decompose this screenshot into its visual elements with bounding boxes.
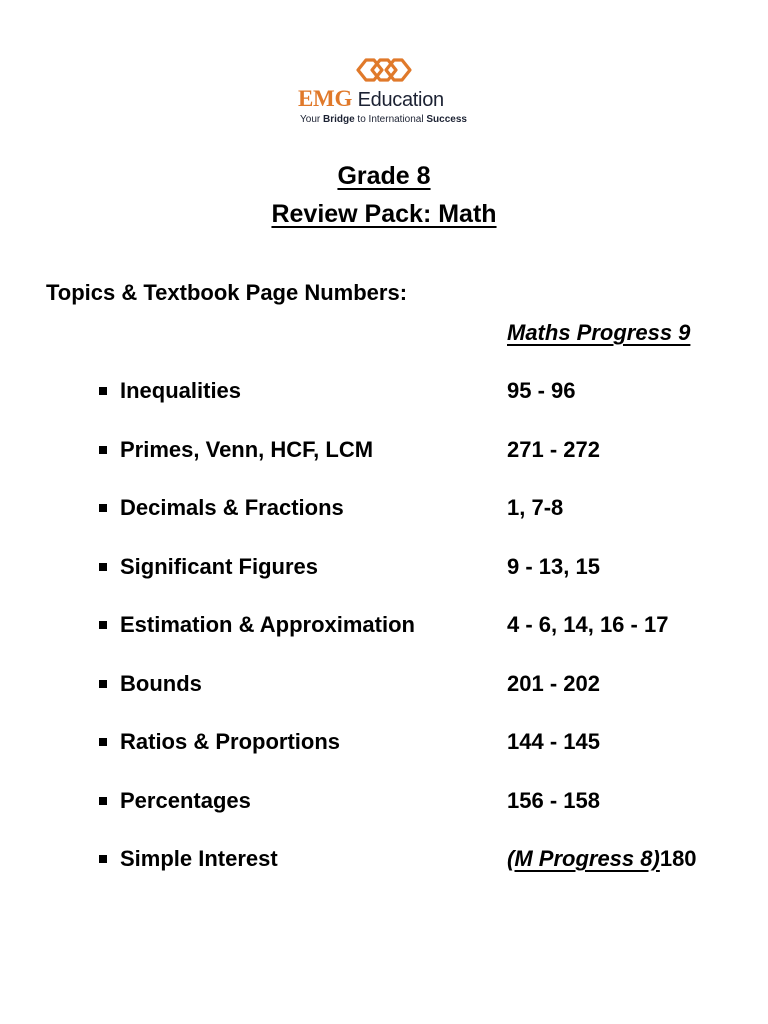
square-bullet-icon bbox=[99, 855, 107, 863]
topic-name: Significant Figures bbox=[120, 553, 319, 579]
square-bullet-icon bbox=[99, 504, 107, 512]
emg-logo bbox=[0, 56, 768, 128]
square-bullet-icon bbox=[99, 797, 107, 805]
topic-pages bbox=[507, 612, 668, 638]
topic-pages bbox=[507, 846, 697, 872]
list-item bbox=[0, 437, 768, 496]
list-item bbox=[0, 788, 768, 847]
list-item bbox=[0, 671, 768, 730]
topic-page-numbers: 1, 7-8 bbox=[507, 495, 564, 520]
topic-page-numbers: 95 - 96 bbox=[507, 378, 576, 403]
square-bullet-icon bbox=[99, 738, 107, 746]
topic-pages bbox=[507, 554, 600, 580]
list-item bbox=[0, 846, 768, 905]
topic-pages bbox=[507, 437, 600, 463]
topic-pages bbox=[507, 729, 600, 755]
topic-pages bbox=[507, 378, 576, 404]
chain-links-icon bbox=[354, 56, 414, 84]
list-item bbox=[0, 612, 768, 671]
title-pack-text: Review Pack: Math bbox=[271, 200, 497, 228]
topic-page-numbers: 180 bbox=[659, 846, 697, 871]
tagline-part: to International bbox=[354, 114, 427, 125]
tagline-bold: Bridge bbox=[322, 114, 355, 125]
topic-page-numbers: 4 - 6, 14, 16 - 17 bbox=[507, 612, 669, 637]
logo-brand: EMG bbox=[298, 86, 353, 111]
square-bullet-icon bbox=[99, 563, 107, 571]
topic-name: Inequalities bbox=[120, 378, 242, 403]
tagline-part: Your bbox=[300, 114, 323, 125]
list-item bbox=[0, 554, 768, 613]
title-grade-text: Grade 8 bbox=[337, 162, 431, 190]
title-pack bbox=[0, 200, 768, 229]
topic-pages bbox=[507, 671, 600, 697]
topic-page-numbers: 201 - 202 bbox=[507, 670, 600, 696]
list-item bbox=[0, 378, 768, 437]
source-heading: Maths Progress 9 bbox=[507, 320, 691, 345]
topic-pages bbox=[507, 495, 563, 521]
section-heading: Topics & Textbook Page Numbers: bbox=[46, 280, 408, 305]
square-bullet-icon bbox=[99, 446, 107, 454]
topic-name: Estimation & Approximation bbox=[120, 612, 415, 637]
topic-page-numbers: 144 - 145 bbox=[507, 729, 600, 754]
list-item bbox=[0, 729, 768, 788]
square-bullet-icon bbox=[99, 680, 107, 688]
topic-page-numbers: 271 - 272 bbox=[507, 436, 600, 462]
tagline-bold: Success bbox=[426, 114, 467, 125]
topic-source-note: (M Progress 8) bbox=[507, 846, 660, 871]
topic-pages bbox=[507, 788, 600, 814]
title-grade bbox=[0, 162, 768, 191]
topic-page-numbers: 9 - 13, 15 bbox=[507, 553, 600, 579]
topic-list bbox=[0, 378, 768, 905]
logo-wordmark bbox=[298, 86, 478, 112]
topic-name: Ratios & Proportions bbox=[120, 729, 341, 754]
topic-name: Primes, Venn, HCF, LCM bbox=[120, 436, 374, 462]
square-bullet-icon bbox=[99, 621, 107, 629]
logo-tagline bbox=[300, 114, 467, 125]
logo-name-text: Education bbox=[357, 89, 444, 111]
topic-name: Decimals & Fractions bbox=[120, 495, 344, 520]
list-item bbox=[0, 495, 768, 554]
topic-name: Bounds bbox=[120, 670, 202, 696]
topic-page-numbers: 156 - 158 bbox=[507, 787, 600, 813]
topic-name: Percentages bbox=[120, 787, 251, 813]
topic-name: Simple Interest bbox=[120, 846, 278, 871]
square-bullet-icon bbox=[99, 387, 107, 395]
